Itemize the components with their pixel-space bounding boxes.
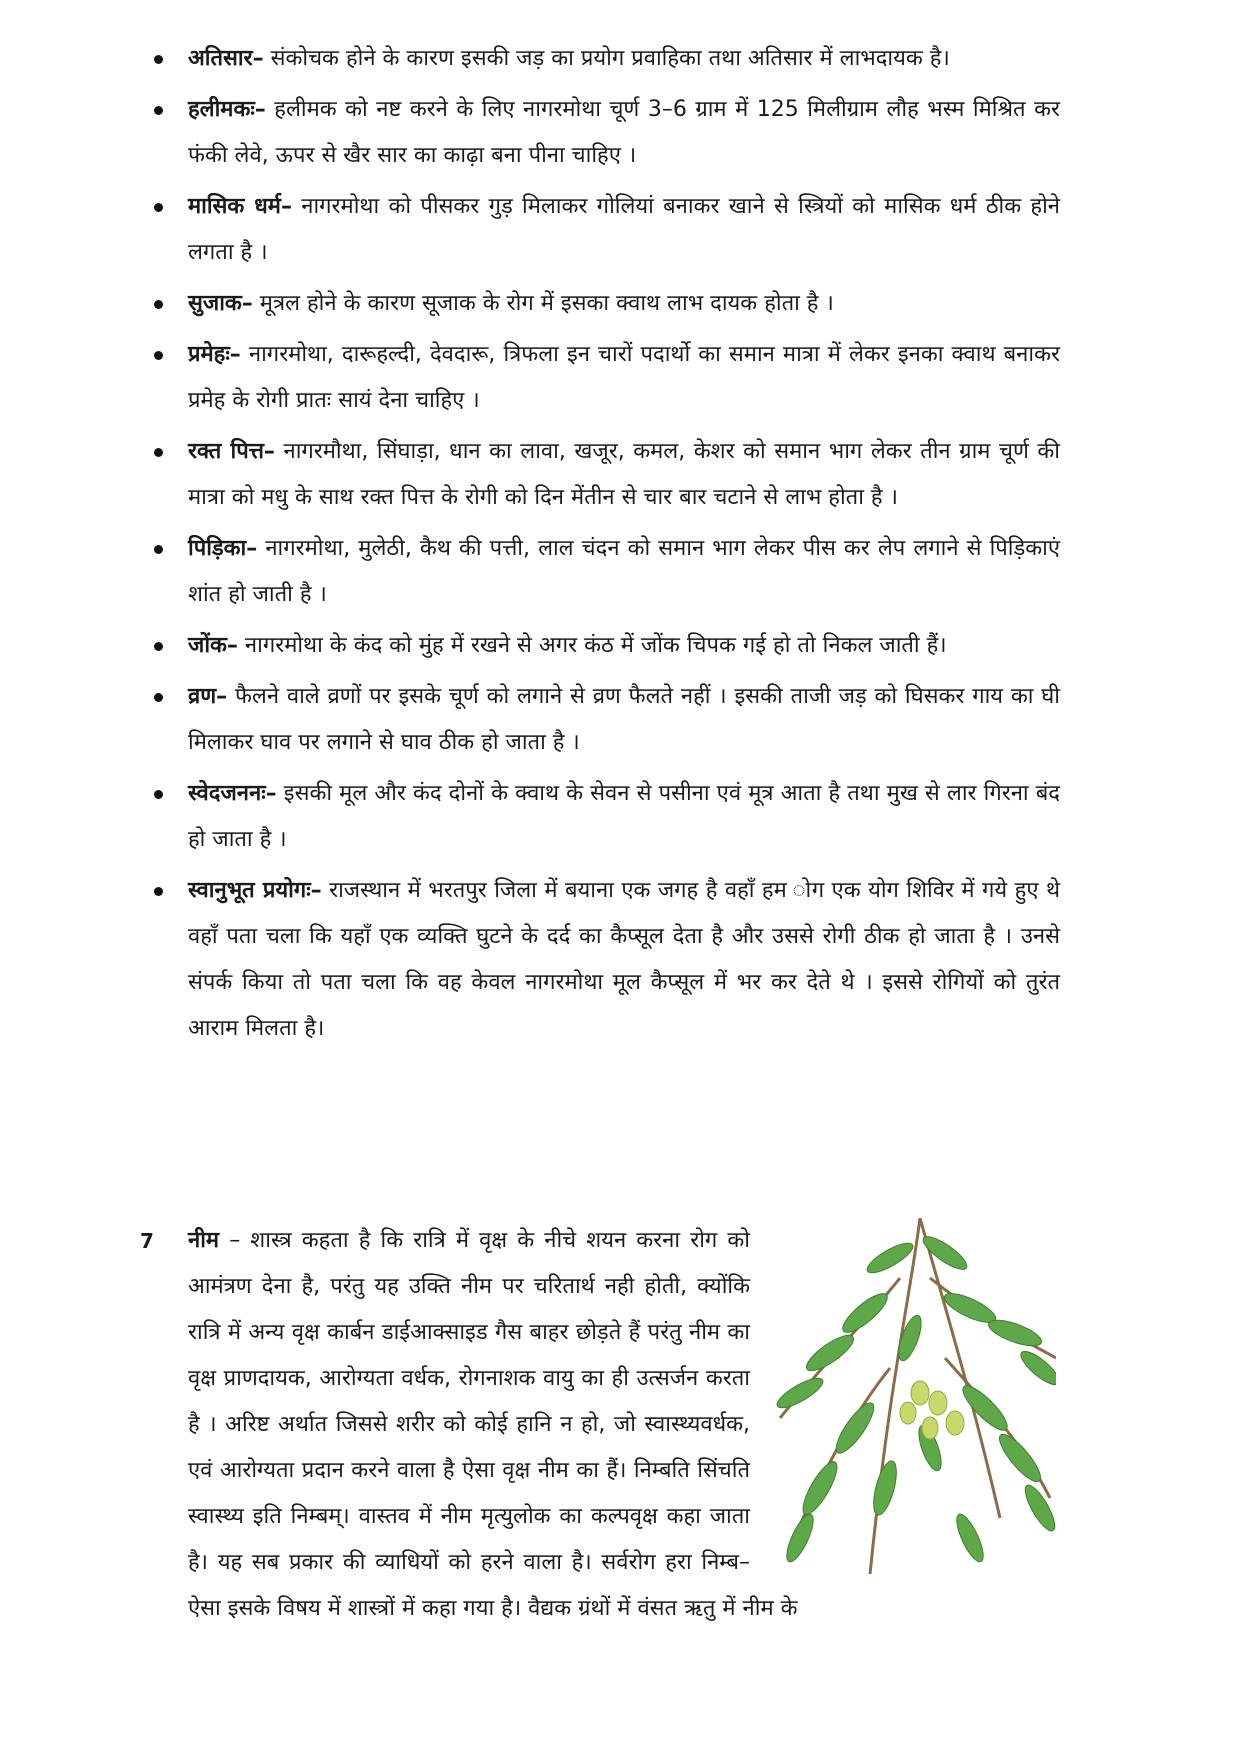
bullet-icon	[154, 106, 163, 115]
item-text: संकोचक होने के कारण इसकी जड़ का प्रयोग प्रवाहिका तथा अतिसार में लाभदायक है।	[263, 46, 950, 71]
item-text: नागरमोथा के कंद को मुंह में रखने से अगर कंठ में जोंक चिपक गई हो तो निकल जाती हैं।	[237, 633, 947, 658]
item-term: पिड़िका–	[188, 536, 258, 561]
item-term: सुजाक–	[188, 291, 253, 316]
list-item	[150, 281, 1060, 327]
section-body	[188, 1218, 1056, 1632]
section-text: – शास्त्र कहता है कि रात्रि में वृक्ष के नीचे शयन करना रोग को आमंत्रण देना है, परंतु यह उक्ति नीम पर चरितार्थ नही होती, क्योंकि रात्रि में अन्य वृक्ष कार्बन डाईआक्साइड गैस बाहर छोड़ते हैं परंतु नीम का वृक्ष प्राणदायक, आरोग्यता वर्धक, रोगनाशक वायु का ही उत्सर्जन करता है । अरिष्ट अर्थात जिससे शरीर को कोई हानि न हो, जो स्वास्थ्यवर्धक, एवं आरोग्यता प्रदान करने वाला है ऐसा वृक्ष नीम का हैं। निम्बति सिंचति स्वास्थ्य इति निम्बम्। वास्तव में नीम मृत्युलोक का कल्पवृक्ष कहा जाता है। यह सब प्रकार की व्याधियों को हरने वाला है। सर्वरोग हरा निम्ब–ऐसा इसके विषय में शास्त्रों में कहा गया है। वैद्यक ग्रंथों में वंसत ऋतु में नीम के	[188, 1228, 798, 1621]
item-term: अतिसार–	[188, 46, 264, 71]
section-term: नीम	[188, 1228, 220, 1253]
item-text: नागरमोथा, दारूहल्दी, देवदारू, त्रिफला इन चारों पदार्थो का समान मात्रा में लेकर इनका क्वाथ बनाकर प्रमेह के रोगी प्रातः सायं देना चाहिए ।	[188, 342, 1060, 413]
item-term: जोंक–	[188, 633, 238, 658]
remedy-list	[150, 36, 1060, 1057]
list-item	[150, 429, 1060, 521]
list-item	[150, 184, 1060, 276]
bullet-icon	[154, 642, 163, 651]
list-item	[150, 87, 1060, 179]
bullet-icon	[154, 545, 163, 554]
bullet-icon	[154, 887, 163, 896]
item-term: रक्त पित्त–	[188, 439, 275, 464]
item-term: स्वेदजननः–	[188, 781, 277, 806]
item-text: इसकी मूल और कंद दोनों के क्वाथ के सेवन से पसीना एवं मूत्र आता है तथा मुख से लार गिरना बंद हो जाता है ।	[188, 781, 1060, 852]
item-text: नागरमोथा को पीसकर गुड़ मिलाकर गोलियां बनाकर खाने से स्त्रियों को मासिक धर्म ठीक होने लगता है ।	[188, 194, 1061, 265]
list-item	[150, 771, 1060, 863]
list-item	[150, 36, 1060, 82]
item-text: मूत्रल होने के कारण सूजाक के रोग में इसका क्वाथ लाभ दायक होता है ।	[252, 291, 834, 316]
item-term: व्रण–	[188, 684, 228, 709]
item-term: हलीमकः–	[188, 97, 266, 122]
bullet-icon	[154, 693, 163, 702]
bullet-icon	[154, 203, 163, 212]
item-term: प्रमेहः–	[188, 342, 241, 367]
list-item	[150, 868, 1060, 1052]
bullet-icon	[154, 300, 163, 309]
item-term: मासिक धर्म–	[188, 194, 292, 219]
section-number: 7	[140, 1229, 154, 1253]
list-item	[150, 674, 1060, 766]
item-text: नागरमौथा, सिंघाड़ा, धान का लावा, खजूर, कमल, केशर को समान भाग लेकर तीन ग्राम चूर्ण की मात्रा को मधु के साथ रक्त पित्त के रोगी को दिन मेंतीन से चार बार चटाने से लाभ होता है ।	[188, 439, 1060, 510]
neem-branch-image	[770, 1218, 1056, 1574]
item-text: फैलने वाले व्रणों पर इसके चूर्ण को लगाने से व्रण फैलते नहीं । इसकी ताजी जड़ को घिसकर गाय का घी मिलाकर घाव पर लगाने से घाव ठीक हो जाता है ।	[188, 684, 1060, 755]
bullet-icon	[154, 55, 163, 64]
list-item	[150, 526, 1060, 618]
item-text: नागरमोथा, मुलेठी, कैथ की पत्ती, लाल चंदन को समान भाग लेकर पीस कर लेप लगाने से पिड़िकाएं शांत हो जाती है ।	[188, 536, 1060, 607]
bullet-icon	[154, 448, 163, 457]
item-term: स्वानुभूत प्रयोगः–	[188, 878, 322, 903]
bullet-icon	[154, 790, 163, 799]
item-text: राजस्थान में भरतपुर जिला में बयाना एक जगह है वहाँ हम ोग एक योग शिविर में गये हुए थे वहाँ पता चला कि यहाँ एक व्यक्ति घुटने के दर्द का कैप्सूल देता है और उससे रोगी ठीक हो जाता है । उनसे संपर्क किया तो पता चला कि वह केवल नागरमोथा मूल कैप्सूल में भर कर देते थे । इससे रोगियों को तुरंत आराम मिलता है।	[188, 878, 1061, 1041]
list-item	[150, 623, 1060, 669]
bullet-icon	[154, 351, 163, 360]
item-text: हलीमक को नष्ट करने के लिए नागरमोथा चूर्ण 3–6 ग्राम में 125 मिलीग्राम लौह भस्म मिश्रित कर फंकी लेवे, ऊपर से खैर सार का काढ़ा बना पीना चाहिए ।	[188, 97, 1060, 168]
list-item	[150, 332, 1060, 424]
